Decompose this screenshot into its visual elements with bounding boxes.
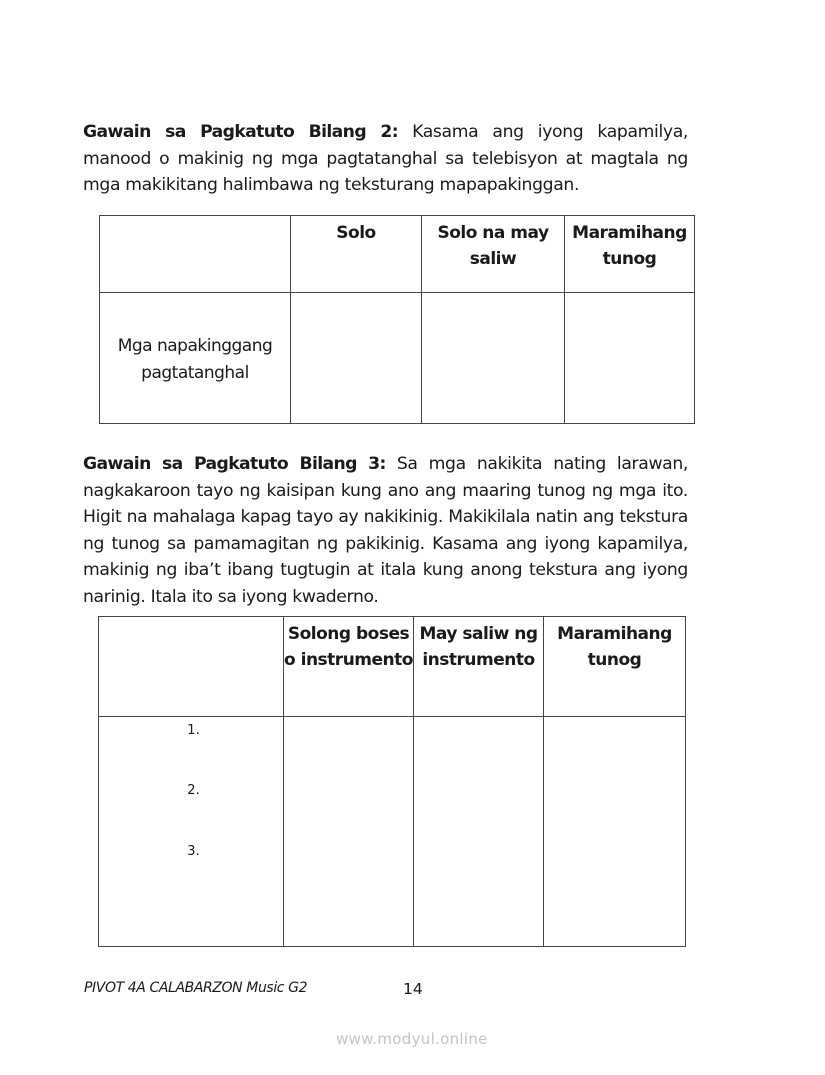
answer-cell-solo-voice[interactable] bbox=[284, 717, 414, 947]
activity-2-heading: Gawain sa Pagkatuto Bilang 2: bbox=[83, 122, 399, 143]
answer-cell-solo-with-accompaniment[interactable] bbox=[422, 293, 565, 424]
performances-table bbox=[99, 215, 695, 424]
answer-cell-many-sounds[interactable] bbox=[565, 293, 695, 424]
header-cell-blank bbox=[99, 617, 284, 717]
table-header-row bbox=[100, 216, 695, 293]
texture-table bbox=[98, 616, 686, 947]
activity-3-text: Sa mga nakikita nating larawan, nagkakaroon tayo ng kaisipan kung ano ang maaring tunog ng mga ito. Higit na mahalaga kapag tayo ay nakikinig. Makikilala natin ang tekstura ng tunog sa pamamagitan ng pakikinig. Kasama ang iyong kapamilya, makinig ng iba’t ibang tugtugin at itala kung anong tekstura ang iyong narinig. Itala ito sa iyong kwaderno. bbox=[83, 454, 688, 607]
answer-cell-many-sounds[interactable] bbox=[544, 717, 686, 947]
header-cell-solo-voice-or-instrument: Solong boses o instrumento bbox=[284, 617, 414, 717]
header-cell-with-instrument-accompaniment: May saliw ng instrumento bbox=[414, 617, 544, 717]
row-label: Mga napakinggang pagtatanghal bbox=[100, 293, 291, 424]
header-cell-solo-with-accompaniment: Solo na may saliw bbox=[422, 216, 565, 293]
answer-cell-with-accompaniment[interactable] bbox=[414, 717, 544, 947]
list-number-2: 2. bbox=[187, 783, 200, 798]
footer-source: PIVOT 4A CALABARZON Music G2 bbox=[84, 980, 308, 996]
header-cell-many-sounds: Maramihang tunog bbox=[544, 617, 686, 717]
activity-3-instructions bbox=[83, 451, 688, 610]
header-cell-blank bbox=[100, 216, 291, 293]
table-header-row bbox=[99, 617, 686, 717]
activity-2-text: Kasama ang iyong kapamilya, manood o makinig ng mga pagtatanghal sa telebisyon at magtala ng mga makikitang halimbawa ng teksturang mapapakinggan. bbox=[83, 122, 688, 196]
header-cell-many-sounds: Maramihang tunog bbox=[565, 216, 695, 293]
table-row bbox=[100, 293, 695, 424]
page-number: 14 bbox=[403, 980, 423, 998]
table-row bbox=[99, 717, 686, 947]
list-number-3: 3. bbox=[187, 844, 200, 859]
header-cell-solo: Solo bbox=[291, 216, 422, 293]
activity-2-instructions bbox=[83, 119, 688, 199]
watermark: www.modyul.online bbox=[336, 1030, 488, 1048]
answer-cell-solo[interactable] bbox=[291, 293, 422, 424]
activity-3-heading: Gawain sa Pagkatuto Bilang 3: bbox=[83, 454, 386, 475]
numbered-list-cell[interactable] bbox=[99, 717, 284, 947]
list-number-1: 1. bbox=[187, 723, 200, 738]
